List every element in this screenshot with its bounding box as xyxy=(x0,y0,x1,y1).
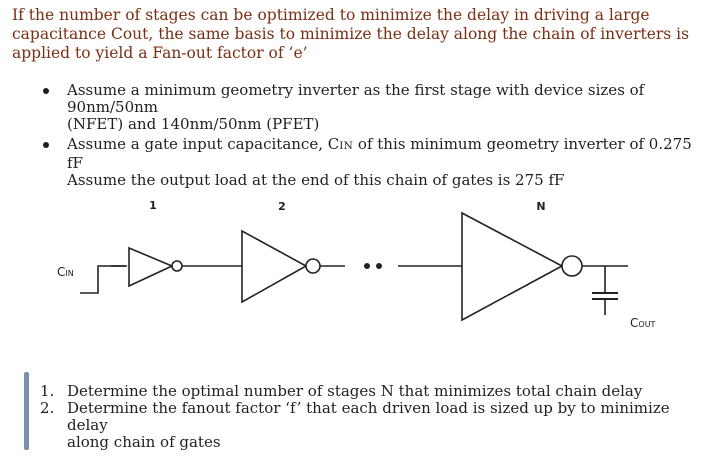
ellipsis-dot xyxy=(364,263,370,269)
assumption-line xyxy=(67,136,700,172)
assumption-line: Assume a minimum geometry inverter as the first stage with device sizes of 90nm/50nm xyxy=(67,81,645,116)
task-line: Determine the optimal number of stages N that minimizes total chain delay xyxy=(67,382,643,400)
cout-label: COUT xyxy=(630,316,656,330)
stage-label: 2 xyxy=(278,200,286,213)
stage-label: N xyxy=(536,200,546,213)
inverter-chain-diagram xyxy=(0,180,716,360)
inverter-1 xyxy=(129,248,172,286)
text-fragment: of this minimum geometry inverter of 0.275 fF xyxy=(67,135,692,172)
assumptions-list xyxy=(40,82,700,192)
task-line: Determine the fanout factor ‘f’ that each driven load is sized up by to minimize delay xyxy=(67,399,670,434)
assumption-line: (NFET) and 140nm/50nm (PFET) xyxy=(67,115,320,133)
assumption-line: Assume the output load at the end of this chain of gates is 275 fF xyxy=(67,171,565,189)
callout-bar xyxy=(24,372,29,450)
task-number: 2. xyxy=(40,399,55,417)
inverter-N-bubble xyxy=(562,256,582,276)
task-item xyxy=(40,400,700,451)
assumption-item xyxy=(40,82,700,133)
task-item xyxy=(40,383,700,400)
inverter-N xyxy=(462,213,562,320)
tasks-list xyxy=(40,383,700,451)
subscript: IN xyxy=(339,140,354,152)
inverter-1-bubble xyxy=(172,261,182,271)
stage-label: 1 xyxy=(149,199,157,212)
inverter-2-bubble xyxy=(306,259,320,273)
text-fragment: Assume a gate input capacitance, C xyxy=(67,135,340,153)
inverter-2 xyxy=(242,231,306,302)
cin-label: CIN xyxy=(57,265,74,279)
ellipsis-dot xyxy=(376,263,382,269)
intro-paragraph: If the number of stages can be optimized to minimize the delay in driving a large capacitance Cout, the same basis to minimize the delay along the chain of inverters is applied to yield a Fan-out factor of ‘e’ xyxy=(12,6,690,62)
task-number: 1. xyxy=(40,382,55,400)
input-wire xyxy=(80,266,125,293)
task-line: along chain of gates xyxy=(67,433,221,451)
